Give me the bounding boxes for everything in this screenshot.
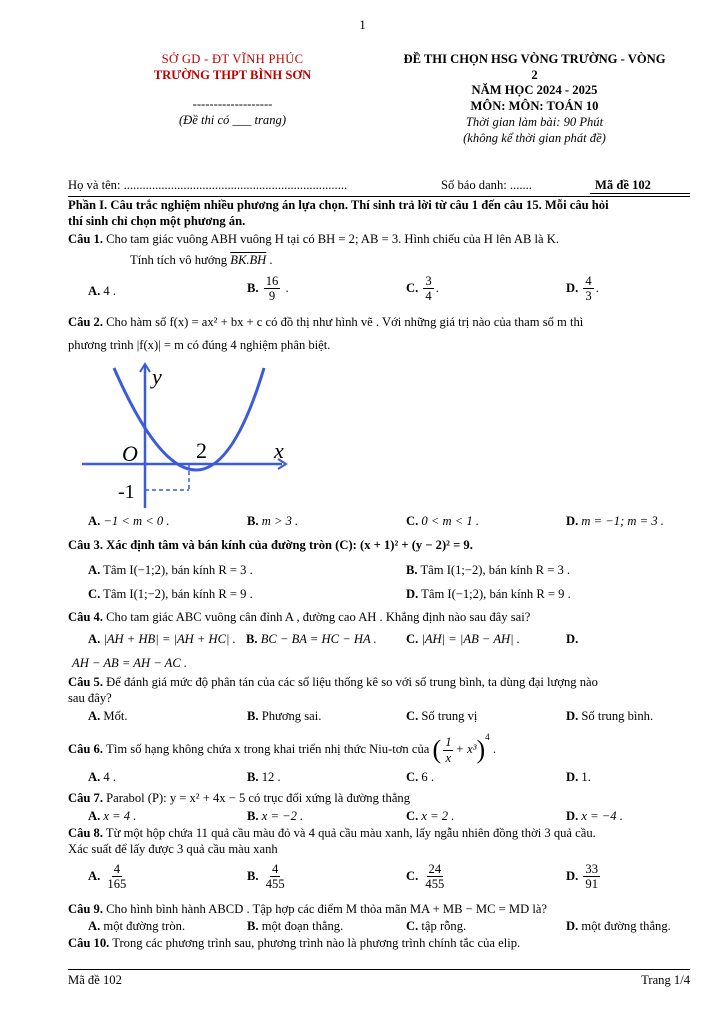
q1-text: Cho tam giác vuông ABH vuông H tại có BH = 2; AB = 3. Hình chiếu của H lên AB là K. bbox=[106, 232, 559, 246]
header-right bbox=[372, 52, 697, 146]
option-text: một đường thẳng. bbox=[581, 919, 671, 933]
tick-minus1-label: -1 bbox=[118, 481, 135, 503]
q5-option-a[interactable] bbox=[88, 709, 128, 725]
question-1 bbox=[68, 232, 693, 248]
fraction bbox=[264, 274, 281, 304]
denominator: 4 bbox=[425, 289, 432, 304]
fraction bbox=[423, 862, 446, 892]
q6-expr-tail: + x³ bbox=[455, 742, 477, 757]
q4-option-a[interactable] bbox=[88, 632, 236, 648]
candidate-id-field: Số báo danh: ....... bbox=[441, 178, 532, 192]
option-text: −1 < m < 0 . bbox=[103, 514, 170, 528]
q2-option-a[interactable] bbox=[88, 514, 169, 530]
q7-text: Parabol (P): y = x² + 4x − 5 có trục đối xứng là đường thẳng bbox=[106, 791, 411, 805]
option-text: m = −1; m = 3 . bbox=[581, 514, 664, 528]
q3-label: Câu 3. bbox=[68, 538, 103, 552]
option-letter: A. bbox=[88, 919, 101, 933]
option-letter: D. bbox=[566, 632, 579, 646]
school-name: TRƯỜNG THPT BÌNH SƠN bbox=[153, 67, 312, 82]
option-letter: C. bbox=[406, 770, 419, 784]
numerator: 4 bbox=[113, 862, 120, 876]
option-text: Tâm I(1;−2), bán kính R = 3 . bbox=[420, 563, 571, 577]
fraction bbox=[105, 862, 128, 892]
option-text: x = −4 . bbox=[581, 809, 623, 823]
q1-vector: BK.BH bbox=[230, 253, 267, 267]
q4-option-b[interactable] bbox=[246, 632, 377, 648]
q3-option-b[interactable] bbox=[406, 563, 570, 579]
q8-option-a[interactable] bbox=[88, 862, 130, 892]
denominator: 165 bbox=[107, 877, 127, 892]
q5-text: Để đánh giá mức độ phân tán của các số liệu thống kê so với số trung bình, ta dùng đại lượng nào bbox=[106, 675, 598, 689]
q4-option-d[interactable] bbox=[566, 632, 578, 648]
q3-option-c[interactable] bbox=[88, 587, 253, 603]
numerator: 16 bbox=[265, 274, 279, 288]
y-label: y bbox=[152, 364, 162, 389]
option-text: |AH| = |AB − AH| . bbox=[421, 632, 520, 646]
time-note: (không kể thời gian phát đề) bbox=[463, 130, 606, 145]
option-text: x = 4 . bbox=[103, 809, 137, 823]
q8-text: Từ một hộp chứa 11 quả cầu màu đỏ và 4 quả cầu màu xanh, lấy ngẫu nhiên đồng thời 3 quả cầu. bbox=[105, 826, 596, 840]
open-paren: ( bbox=[432, 734, 442, 764]
close-paren: ) bbox=[476, 734, 486, 764]
page-number: 1 bbox=[359, 18, 366, 32]
q5-option-b[interactable] bbox=[247, 709, 321, 725]
denominator: 9 bbox=[268, 289, 276, 304]
q8-option-d[interactable] bbox=[566, 862, 602, 892]
option-text: AH − AB = AH − AC . bbox=[72, 656, 188, 670]
q9-option-b[interactable] bbox=[247, 919, 343, 935]
question-6: Câu 6. Tìm số hạng không chứa x trong khai triển nhị thức Niu-tơn của ( $\frac{1}{x}$ + x³ ) $^4$ . bbox=[68, 732, 496, 765]
q2-text: Cho hàm số f(x) = ax² + bx + c có đồ thị như hình vẽ . Với những giá trị nào của tham số m thì bbox=[106, 315, 584, 329]
exam-title-2: 2 bbox=[531, 67, 538, 82]
option-letter: D. bbox=[566, 919, 579, 933]
q6-power: 4 bbox=[485, 732, 490, 742]
option-text: tập rỗng. bbox=[421, 919, 467, 933]
q8-option-b[interactable] bbox=[247, 862, 289, 892]
q5-option-d[interactable] bbox=[566, 709, 653, 725]
denominator: 455 bbox=[425, 877, 445, 892]
exam-title: ĐỀ THI CHỌN HSG VÒNG TRƯỜNG - VÒNG bbox=[403, 52, 666, 66]
option-letter: B. bbox=[247, 709, 259, 723]
q3-text: Xác định tâm và bán kính của đường tròn (C): (x + 1)² + (y − 2)² = 9. bbox=[106, 538, 473, 552]
q1-option-a[interactable] bbox=[88, 284, 116, 300]
q4-option-c[interactable] bbox=[406, 632, 520, 648]
q5-text-2: sau đây? bbox=[68, 690, 112, 705]
q10-label: Câu 10. bbox=[68, 936, 110, 950]
q7-option-b[interactable] bbox=[247, 809, 303, 825]
code-underline bbox=[590, 193, 690, 194]
tick-2-label: 2 bbox=[196, 438, 207, 463]
option-letter: B. bbox=[247, 809, 259, 823]
q10-text: Trong các phương trình sau, phương trình nào là phương trình chính tắc của elip. bbox=[112, 936, 521, 950]
option-text: Tâm I(−1;2), bán kính R = 3 . bbox=[103, 563, 253, 577]
q1-option-b[interactable]: B. $\frac{16}{9}$ . bbox=[247, 274, 289, 304]
numerator: 4 bbox=[585, 274, 592, 288]
option-text: 4 . bbox=[103, 284, 116, 298]
denominator: 91 bbox=[585, 877, 598, 892]
q2-text-2: phương trình |f(x)| = m có đúng 4 nghiệm phân biệt. bbox=[68, 338, 331, 352]
option-letter: D. bbox=[566, 770, 579, 784]
question-5 bbox=[68, 675, 693, 706]
q9-label: Câu 9. bbox=[68, 902, 103, 916]
option-letter: B. bbox=[246, 632, 258, 646]
q5-option-c[interactable] bbox=[406, 709, 477, 725]
numerator: 4 bbox=[272, 862, 279, 876]
part1-heading bbox=[68, 198, 693, 229]
q7-option-d[interactable] bbox=[566, 809, 623, 825]
q6-option-b[interactable] bbox=[247, 770, 281, 786]
q8-text-2: Xác suất để lấy được 3 quả cầu màu xanh bbox=[68, 841, 278, 856]
option-letter: C. bbox=[406, 632, 419, 646]
option-letter: A. bbox=[88, 632, 101, 646]
header-divider bbox=[68, 196, 690, 197]
q1-option-d[interactable]: D. $\frac{4}{3}$ . bbox=[566, 274, 599, 304]
option-letter: A. bbox=[88, 809, 101, 823]
q6-text: Tìm số hạng không chứa x trong khai triển nhị thức Niu-tơn của bbox=[106, 742, 430, 757]
option-text: Phương sai. bbox=[261, 709, 322, 723]
parabola-graph bbox=[82, 360, 297, 510]
pages-note: (Đề thi có ___ trang) bbox=[178, 113, 287, 128]
option-text: 4 . bbox=[103, 770, 116, 784]
option-letter: B. bbox=[247, 770, 259, 784]
q6-option-d[interactable] bbox=[566, 770, 591, 786]
footer-page: Trang 1/4 bbox=[641, 973, 690, 987]
option-text: Tâm I(1;−2), bán kính R = 9 . bbox=[103, 587, 253, 601]
x-label: x bbox=[274, 438, 284, 463]
footer-code: Mã đề 102 bbox=[68, 973, 122, 987]
question-10 bbox=[68, 936, 693, 952]
option-letter: C. bbox=[406, 919, 419, 933]
option-letter: A. bbox=[88, 770, 101, 784]
option-letter: D. bbox=[566, 280, 579, 295]
q2-option-d[interactable] bbox=[566, 514, 664, 530]
header-dashes: ------------------- bbox=[192, 97, 273, 112]
exam-code: Mã đề 102 bbox=[595, 178, 651, 192]
option-text: x = 2 . bbox=[421, 809, 455, 823]
option-letter: B. bbox=[247, 280, 259, 295]
option-text: |AH + HB| = |AH + HC| . bbox=[103, 632, 236, 646]
option-letter: D. bbox=[566, 709, 579, 723]
option-letter: D. bbox=[566, 868, 579, 883]
q7-label: Câu 7. bbox=[68, 791, 103, 805]
option-letter: A. bbox=[88, 514, 101, 528]
option-letter: A. bbox=[88, 709, 101, 723]
numerator: 24 bbox=[428, 862, 442, 876]
option-letter: D. bbox=[406, 587, 419, 601]
option-text: Mốt. bbox=[103, 709, 128, 723]
subject: MÔN: MÔN: TOÁN 10 bbox=[470, 99, 599, 114]
option-letter: A. bbox=[88, 868, 101, 883]
fraction bbox=[264, 862, 287, 892]
q6-label: Câu 6. bbox=[68, 742, 103, 757]
q8-label: Câu 8. bbox=[68, 826, 103, 840]
question-8 bbox=[68, 826, 693, 857]
exam-time: Thời gian làm bài: 90 Phút bbox=[465, 114, 604, 129]
numerator: 33 bbox=[585, 862, 598, 876]
fraction bbox=[583, 862, 600, 892]
question-9 bbox=[68, 902, 693, 918]
numerator: 3 bbox=[425, 274, 432, 288]
denominator: 455 bbox=[265, 877, 285, 892]
q1-label: Câu 1. bbox=[68, 232, 103, 246]
origin-label: O bbox=[122, 441, 138, 466]
q8-option-c[interactable] bbox=[406, 862, 448, 892]
fraction bbox=[423, 274, 433, 304]
question-7 bbox=[68, 791, 693, 807]
q3-option-d[interactable] bbox=[406, 587, 571, 603]
option-text: một đoạn thẳng. bbox=[261, 919, 344, 933]
q2-option-b[interactable] bbox=[247, 514, 298, 530]
dept-name: SỞ GD - ĐT VĨNH PHÚC bbox=[161, 52, 304, 66]
option-letter: B. bbox=[247, 514, 259, 528]
option-text: BC − BA = HC − HA . bbox=[260, 632, 377, 646]
option-text: một đường tròn. bbox=[103, 919, 186, 933]
footer-divider bbox=[68, 969, 690, 970]
option-text: 0 < m < 1 . bbox=[421, 514, 479, 528]
q9-text: Cho hình bình hành ABCD . Tập hợp các điểm M thỏa mãn MA + MB − MC = MD là? bbox=[106, 902, 548, 916]
q6-fraction bbox=[443, 735, 453, 765]
option-text: 12 . bbox=[261, 770, 281, 784]
q5-label: Câu 5. bbox=[68, 675, 103, 689]
option-letter: B. bbox=[247, 868, 259, 883]
option-letter: C. bbox=[88, 587, 101, 601]
question-4 bbox=[68, 610, 693, 626]
option-text: m > 3 . bbox=[261, 514, 299, 528]
option-letter: D. bbox=[566, 514, 579, 528]
option-text: Số trung bình. bbox=[581, 709, 654, 723]
q9-option-c[interactable] bbox=[406, 919, 466, 935]
question-3 bbox=[68, 538, 693, 554]
option-letter: A. bbox=[88, 284, 101, 298]
q1-option-c[interactable]: C. $\frac{3}{4}$ . bbox=[406, 274, 439, 304]
q4-option-d-text bbox=[72, 656, 187, 672]
option-letter: C. bbox=[406, 280, 419, 295]
fraction bbox=[583, 274, 593, 304]
q7-option-c[interactable] bbox=[406, 809, 454, 825]
option-text: x = −2 . bbox=[261, 809, 304, 823]
school-year: NĂM HỌC 2024 - 2025 bbox=[471, 83, 598, 98]
option-letter: B. bbox=[247, 919, 259, 933]
q2-label: Câu 2. bbox=[68, 315, 103, 329]
option-text: 6 . bbox=[421, 770, 434, 784]
part1-line2: thí sinh chỉ chọn một phương án. bbox=[68, 213, 246, 228]
option-letter: C. bbox=[406, 868, 419, 883]
q1-text-2: Tính tích vô hướng BK.BH . bbox=[130, 253, 273, 267]
q6-option-c[interactable] bbox=[406, 770, 434, 786]
option-text: Tâm I(−1;2), bán kính R = 9 . bbox=[421, 587, 571, 601]
option-letter: D. bbox=[566, 809, 579, 823]
q4-label: Câu 4. bbox=[68, 610, 103, 624]
denominator: 3 bbox=[585, 289, 592, 304]
option-letter: C. bbox=[406, 809, 419, 823]
q7-option-a[interactable] bbox=[88, 809, 136, 825]
name-field: Họ và tên: ....................................................................... bbox=[68, 178, 348, 192]
option-letter: C. bbox=[406, 514, 419, 528]
q3-option-a[interactable] bbox=[88, 563, 253, 579]
header-left bbox=[120, 52, 345, 129]
option-text: 1. bbox=[581, 770, 591, 784]
q1-text2: Tính tích vô hướng bbox=[130, 253, 228, 267]
option-text: Số trung vị bbox=[421, 709, 478, 723]
option-letter: A. bbox=[88, 563, 101, 577]
part1-line1: Phần I. Câu trắc nghiệm nhiều phương án lựa chọn. Thí sinh trả lời từ câu 1 đến câu 15. Mỗi câu hỏi bbox=[68, 198, 609, 212]
q9-option-a[interactable] bbox=[88, 919, 185, 935]
option-letter: B. bbox=[406, 563, 418, 577]
q4-text: Cho tam giác ABC vuông cân đỉnh A , đường cao AH . Khẳng định nào sau đây sai? bbox=[106, 610, 531, 624]
numerator: 1 bbox=[445, 735, 452, 750]
q2-option-c[interactable] bbox=[406, 514, 479, 530]
option-letter: C. bbox=[406, 709, 419, 723]
q9-option-d[interactable] bbox=[566, 919, 671, 935]
denominator: x bbox=[445, 750, 452, 765]
q6-option-a[interactable] bbox=[88, 770, 116, 786]
question-2 bbox=[68, 315, 693, 331]
